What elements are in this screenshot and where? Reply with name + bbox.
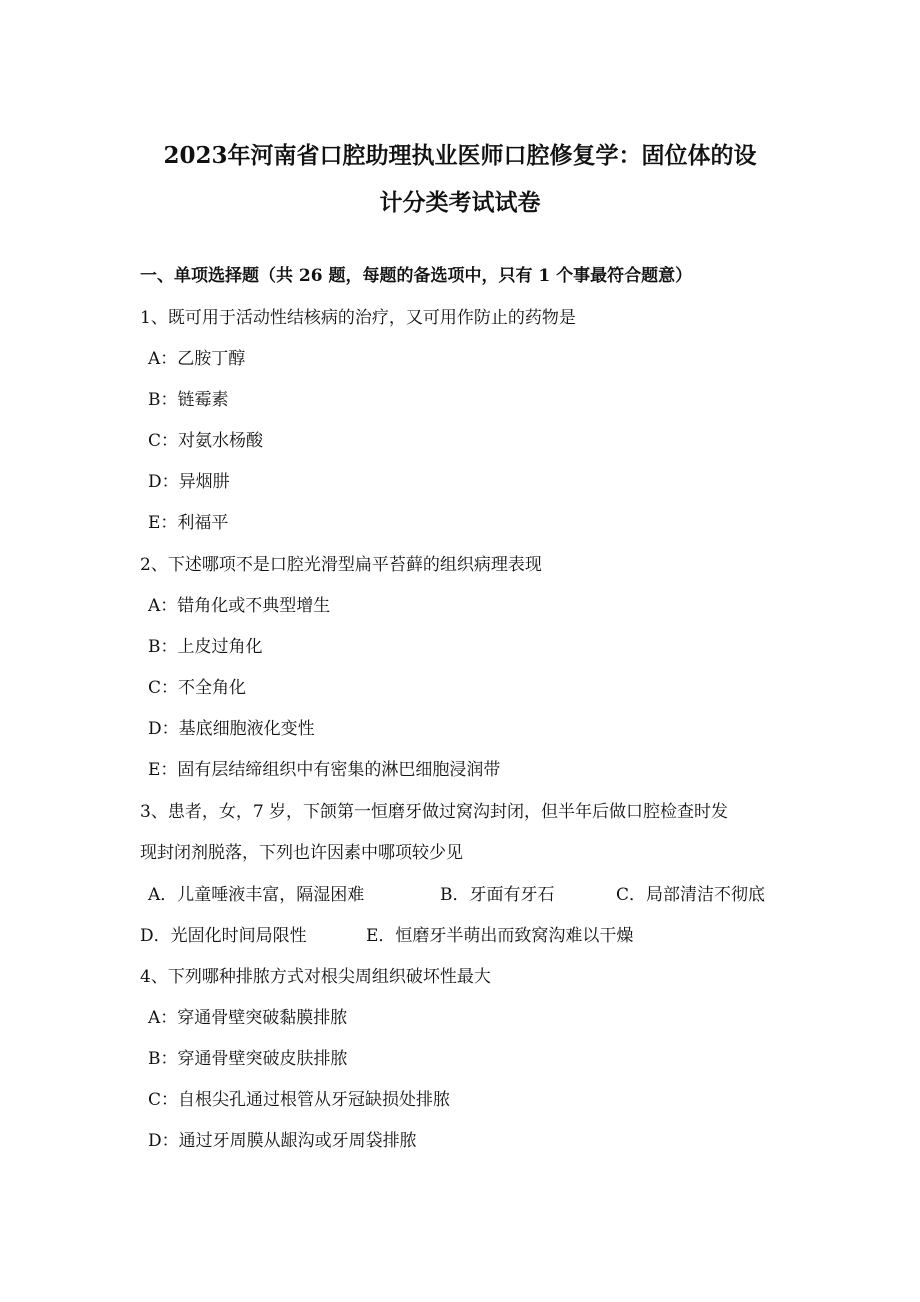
question-2-option-e: E：固有层结缔组织中有密集的淋巴细胞浸润带: [148, 760, 501, 780]
question-1-option-e: E：利福平: [148, 513, 229, 533]
document-title-line-1: 2023年河南省口腔助理执业医师口腔修复学：固位体的设: [163, 142, 757, 169]
question-3-option-c: C．局部清洁不彻底: [616, 885, 766, 905]
question-4-option-b: B：穿通骨壁突破皮肤排脓: [148, 1049, 348, 1069]
question-2-option-d: D：基底细胞液化变性: [148, 719, 315, 739]
question-3-option-d: D．光固化时间局限性: [140, 926, 307, 946]
section-heading: 一、单项选择题（共 26 题，每题的备选项中，只有 1 个事最符合题意）: [140, 266, 693, 286]
question-3-option-a: A．儿童唾液丰富，隔湿困难: [148, 885, 365, 905]
question-1-option-b: B：链霉素: [148, 390, 229, 410]
question-4-stem: 4、下列哪种排脓方式对根尖周组织破坏性最大: [140, 967, 491, 987]
question-2-option-a: A：错角化或不典型增生: [148, 596, 331, 616]
question-2-option-c: C：不全角化: [148, 678, 247, 698]
question-2-stem: 2、下述哪项不是口腔光滑型扁平苔藓的组织病理表现: [140, 555, 542, 575]
question-1-option-a: A：乙胺丁醇: [148, 349, 246, 369]
question-4-option-c: C：自根尖孔通过根管从牙冠缺损处排脓: [148, 1090, 451, 1110]
document-title-line-2: 计分类考试试卷: [379, 189, 541, 216]
question-2-option-b: B：上皮过角化: [148, 637, 263, 657]
question-3-stem-line-1: 3、患者，女，7 岁，下颌第一恒磨牙做过窝沟封闭，但半年后做口腔检查时发: [140, 802, 729, 822]
question-4-option-d: D：通过牙周膜从龈沟或牙周袋排脓: [148, 1131, 417, 1151]
question-1-stem: 1、既可用于活动性结核病的治疗，又可用作防止的药物是: [140, 308, 576, 328]
question-3-option-b: B．牙面有牙石: [440, 885, 555, 905]
question-1-option-c: C：对氨水杨酸: [148, 431, 264, 451]
question-3-option-e: E．恒磨牙半萌出而致窝沟难以干燥: [366, 926, 634, 946]
question-4-option-a: A：穿通骨壁突破黏膜排脓: [148, 1008, 348, 1028]
question-3-stem-line-2: 现封闭剂脱落，下列也许因素中哪项较少见: [140, 843, 463, 863]
question-1-option-d: D：异烟肼: [148, 472, 230, 492]
